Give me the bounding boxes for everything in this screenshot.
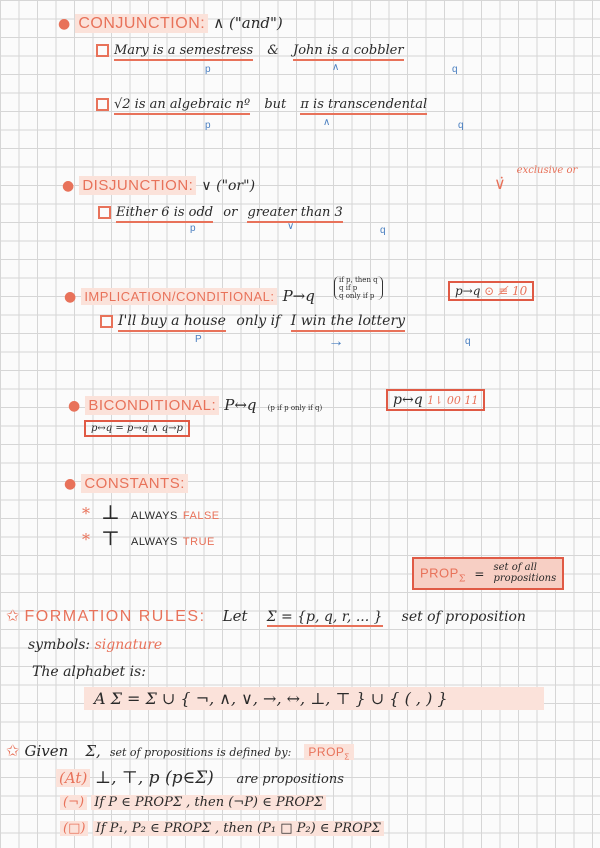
constant-false-word1: ALWAYS	[131, 510, 178, 522]
bullet-icon: ●	[68, 398, 81, 414]
signature-word: signature	[94, 637, 163, 653]
biconditional-equivalence: p↔q = p→q ∧ q→p	[84, 420, 190, 437]
proposition-p: Mary is a semestress	[114, 43, 253, 61]
label-q: q	[452, 64, 458, 75]
proposition-q: greater than 3	[247, 205, 342, 223]
bottom-symbol: ⊥	[101, 500, 120, 524]
rule-atomic-tag: (At)	[56, 769, 90, 787]
implication-boxed: p→q	[455, 284, 481, 298]
star-icon: ✩	[6, 606, 20, 625]
constant-true-word1: ALWAYS	[131, 536, 178, 548]
bullet-icon: ●	[64, 476, 77, 492]
disjunction-example	[98, 205, 343, 220]
conjunction-example-1	[96, 43, 404, 58]
biconditional-truth: 1⇂ 00 11	[427, 394, 479, 407]
asterisk-icon: *	[82, 530, 90, 549]
label-q: q	[380, 225, 386, 236]
checkbox-icon	[96, 98, 109, 111]
biconditional-symbol: P↔q	[224, 396, 257, 414]
disjunction-heading: DISJUNCTION:	[79, 176, 196, 195]
label-p: p	[205, 120, 211, 131]
label-and: ∧	[323, 117, 331, 128]
asterisk-icon: *	[82, 504, 90, 523]
implication-example	[100, 313, 405, 329]
rule-negation	[60, 795, 326, 810]
prop-label: PROP	[420, 565, 459, 581]
given-prop-sub: Σ	[344, 752, 350, 762]
constant-false	[82, 500, 220, 524]
conjunction-example-2	[96, 97, 427, 112]
set-of-text: set of proposition	[401, 609, 526, 625]
proposition-p: I'll buy a house	[118, 313, 226, 332]
implication-symbol: P→q	[282, 287, 315, 305]
given-prop: PROP	[308, 745, 345, 759]
exclusive-or-label: exclusive or	[516, 165, 578, 176]
label-or: ∨	[287, 221, 295, 232]
implication-section	[64, 286, 315, 305]
prop-definition-box	[412, 557, 564, 590]
constant-false-word2: FALSE	[182, 510, 220, 522]
conjunction-heading: CONJUNCTION:	[75, 14, 208, 33]
biconditional-note: (p if p only if q)	[267, 404, 323, 412]
note-if-then: if p, then q	[339, 276, 378, 284]
symbols-word: symbols:	[28, 637, 91, 653]
label-q: q	[465, 336, 471, 347]
connective: but	[264, 97, 287, 112]
constants-heading: CONSTANTS:	[81, 474, 188, 493]
proposition-q: π is transcendental	[300, 97, 427, 115]
formation-section	[6, 606, 526, 626]
exclusive-or-symbol: ∨̇	[494, 174, 506, 193]
conjunction-symbol: ∧ ("and")	[213, 14, 283, 32]
biconditional-section	[68, 395, 322, 414]
rule-negation-body: If P ∈ PROPΣ , then (¬P) ∈ PROPΣ	[91, 795, 326, 810]
label-arrow: →	[328, 333, 344, 350]
constant-true	[82, 526, 215, 550]
checkbox-icon	[100, 315, 113, 328]
rule-binary-tag: (□)	[60, 821, 88, 836]
label-p: P	[195, 334, 202, 345]
connective: only if	[236, 313, 281, 329]
label-and: ∧	[332, 62, 340, 73]
note-q-if-p: q if p	[339, 284, 358, 292]
bullet-icon: ●	[62, 178, 75, 194]
bullet-icon: ●	[64, 289, 77, 305]
prop-eq: =	[474, 566, 485, 581]
prop-def-line2: propositions	[493, 573, 557, 584]
label-p: p	[205, 64, 211, 75]
alphabet-definition: A Σ = Σ ∪ { ¬, ∧, ∨, →, ↔, ⊥, ⊤ } ∪ { ( , ) }	[84, 687, 544, 710]
top-symbol: ⊤	[101, 526, 120, 550]
note-q-only-if-p: q only if p	[339, 292, 375, 300]
proposition-p: √2 is an algebraic nº	[114, 97, 250, 115]
connective: or	[223, 205, 238, 220]
connective: &	[267, 43, 279, 58]
rule-atomic-body: ⊥, ⊤, p (p∈Σ)	[95, 768, 214, 788]
star-icon: ✩	[6, 741, 20, 760]
given-text: set of propositions is defined by:	[109, 746, 292, 759]
given-sigma: Σ,	[85, 742, 101, 760]
alphabet-label: The alphabet is:	[32, 664, 146, 680]
constants-section	[64, 473, 188, 492]
given-word: Given	[24, 742, 69, 760]
biconditional-heading: BICONDITIONAL:	[85, 396, 219, 415]
formation-heading: FORMATION RULES:	[24, 608, 206, 625]
label-q: q	[458, 120, 464, 131]
prop-subscript: Σ	[458, 574, 466, 585]
proposition-q: I win the lottery	[291, 313, 405, 332]
rule-negation-tag: (¬)	[60, 795, 87, 810]
implication-truth-box	[448, 281, 534, 301]
proposition-q: John is a cobbler	[293, 43, 404, 61]
sigma-set: Σ = {p, q, r, ... }	[266, 609, 383, 625]
implication-truth: ⊙ ≢ 10	[484, 284, 528, 298]
rule-binary-body: If P₁, P₂ ∈ PROPΣ , then (P₁ □ P₂) ∈ PROPΣ	[93, 821, 384, 836]
prop-def-line1: set of all	[493, 562, 537, 573]
rule-binary	[60, 821, 384, 836]
label-p: p	[190, 223, 196, 234]
rule-atomic-tail: are propositions	[236, 772, 344, 787]
signature-line	[28, 637, 162, 653]
proposition-p: Either 6 is odd	[116, 205, 213, 223]
implication-heading: IMPLICATION/CONDITIONAL:	[81, 288, 277, 305]
disjunction-symbol: ∨ ("or")	[201, 178, 256, 194]
biconditional-truth-box	[386, 389, 485, 411]
disjunction-section	[62, 175, 255, 194]
constant-true-word2: TRUE	[182, 536, 215, 548]
implication-notes	[334, 276, 383, 300]
biconditional-boxed: p↔q	[393, 392, 423, 408]
let-word: Let	[222, 607, 248, 625]
checkbox-icon	[98, 206, 111, 219]
bullet-icon: ●	[58, 16, 71, 32]
conjunction-section	[58, 13, 283, 33]
rule-atomic	[56, 768, 344, 788]
checkbox-icon	[96, 44, 109, 57]
given-section	[6, 741, 354, 761]
